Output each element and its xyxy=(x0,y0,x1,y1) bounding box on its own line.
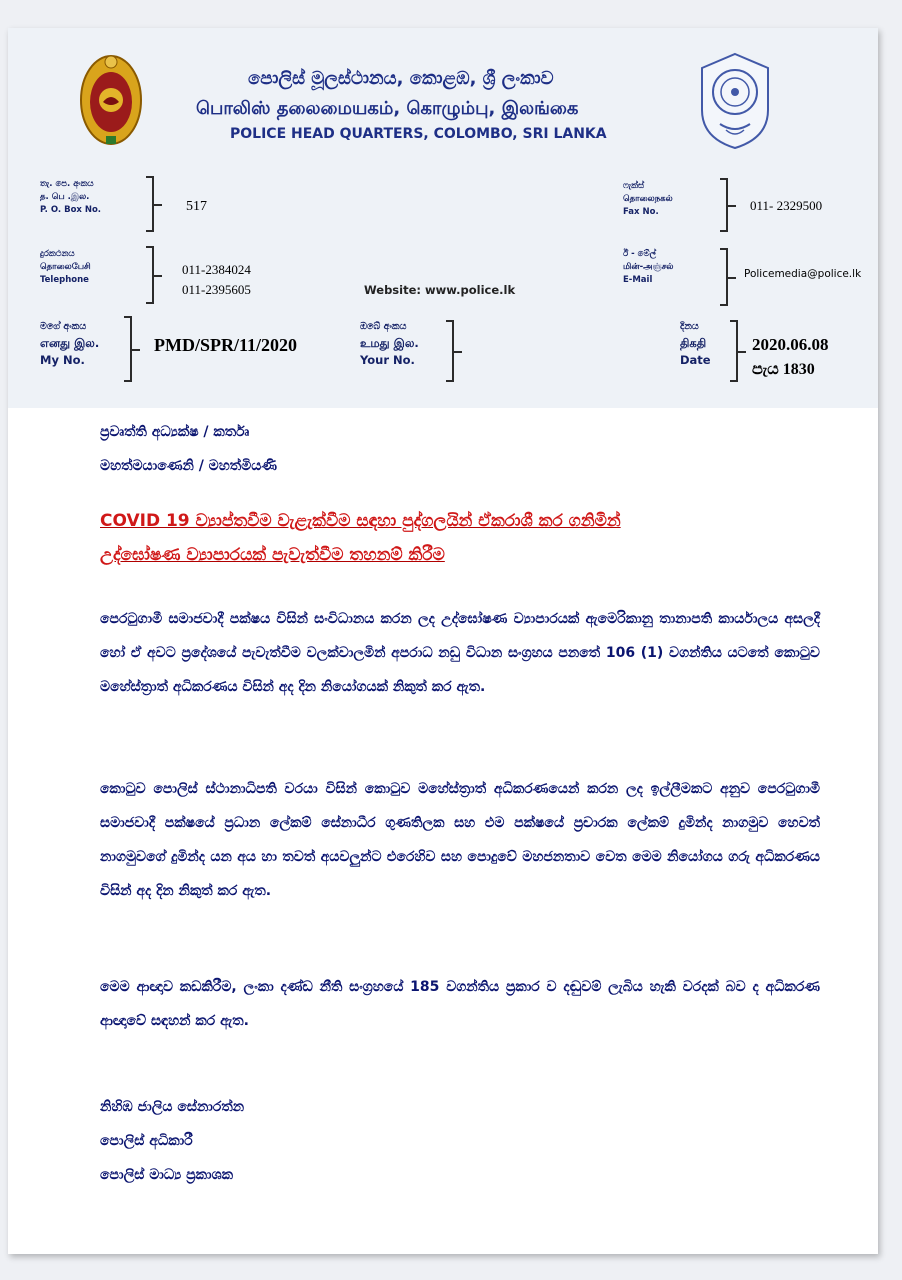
po-box-label-en: P. O. Box No. xyxy=(40,205,102,215)
date-time: පැය 1830 xyxy=(752,361,815,378)
telephone-label-si: දුරකථනය xyxy=(40,249,75,259)
document-page xyxy=(8,28,878,1254)
date-value: 2020.06.08 xyxy=(752,335,829,354)
fax-value: 011- 2329500 xyxy=(750,198,823,213)
my-no-label-ta: எனது இல. xyxy=(40,336,100,350)
my-no-label-en: My No. xyxy=(40,353,85,367)
website: Website: www.police.lk xyxy=(364,283,516,297)
signature-name: නිහිඹ ජාලිය සේනාරත්න xyxy=(100,1099,245,1115)
subject-line-2: උද්ඝෝෂණ ව්‍යාපාරයක් පැවැත්වීම තහනම් කිරීම xyxy=(100,545,445,565)
addressee-line-1: ප්‍රවෘත්ති අධ්‍යක්ෂ / කර්තෘ xyxy=(100,424,250,440)
subject xyxy=(100,504,820,572)
telephone-label-en: Telephone xyxy=(40,275,89,285)
fax-bracket xyxy=(720,178,728,232)
telephone-label-ta: தொலைபேசி xyxy=(40,262,91,272)
your-no-label-ta: உமது இல. xyxy=(360,336,419,350)
date-label-ta: திகதி xyxy=(680,336,707,350)
email-value: Policemedia@police.lk xyxy=(744,268,862,280)
addressee-line-2: මහත්මයාණෙනි / මහත්මියණි xyxy=(100,458,277,474)
date-label-si: දිනය xyxy=(680,321,699,332)
signature-block xyxy=(100,1090,244,1192)
paragraph-2: කොටුව පොලිස් ස්ථානාධිපති වරයා විසින් කොටුව මහේස්ත්‍රාත් අධිකරණයෙන් කරන ලද ඉල්ලීමකට අනුව පෙරටුගාමී සමාජවාදී පක්ෂයේ ප්‍රධාන ලේකම් සේනාධීර ගුණතිලක සහ එම පක්ෂයේ ප්‍රචාරක ලේකම් දුමින්ද නාගමුව හෙවත් නාගමුවගේ දුමින්ද යන අය හා තවත් අයවලුන්ට එරෙහිව සහ පොදුවේ මහජනතාව වෙත මෙම නියෝගය ගරු අධිකරණය විසින් අද දින නිකුත් කර ඇත. xyxy=(100,781,820,899)
my-no-label-si: මගේ අංකය xyxy=(40,321,87,332)
fax-label-en: Fax No. xyxy=(623,207,659,217)
po-box-label-ta: த. பெ .இல. xyxy=(40,192,90,202)
telephone-bracket xyxy=(146,246,154,304)
police-seal-icon xyxy=(696,50,774,152)
title-english: POLICE HEAD QUARTERS, COLOMBO, SRI LANKA xyxy=(230,126,607,142)
fax-label-ta: தொலைநகல் xyxy=(623,194,673,204)
telephone-value-1: 011-2384024 xyxy=(182,262,251,277)
fax-label-si: ෆැක්ස් xyxy=(623,181,645,191)
state-emblem-icon xyxy=(78,50,144,150)
email-label-si: ඊ - මේල් xyxy=(623,249,657,259)
email-label-en: E-Mail xyxy=(623,275,653,285)
paragraph-3: මෙම ආඥාව කඩකිරීම, ලංකා දණ්ඩ නීති සංග්‍රහයේ 185 වගන්තිය ප්‍රකාර ව දඬුවම් ලැබිය හැකි වරදක් බව ද අධිකරණ ආඥාවේ සඳහන් කර ඇත. xyxy=(100,979,820,1029)
po-box-bracket xyxy=(146,176,154,232)
date-label-en: Date xyxy=(680,353,711,367)
my-no-value: PMD/SPR/11/2020 xyxy=(154,335,297,355)
your-no-label-en: Your No. xyxy=(360,353,415,367)
letterhead xyxy=(8,28,878,408)
title-tamil: பொலிஸ் தலைமையகம், கொழும்பு, இலங்கை xyxy=(196,98,579,119)
your-no-bracket xyxy=(446,320,454,382)
title-sinhala: පොලිස් මූලස්ථානය, කොළඹ, ශ්‍රී ලංකාව xyxy=(248,68,554,89)
date-bracket xyxy=(730,320,738,382)
my-no-bracket xyxy=(124,316,132,382)
signature-title: පොලිස් මාධ්‍ය ප්‍රකාශක xyxy=(100,1167,233,1183)
email-bracket xyxy=(720,248,728,306)
po-box-value: 517 xyxy=(186,199,207,214)
signature-rank: පොලිස් අධිකාරී xyxy=(100,1133,193,1149)
telephone-value-2: 011-2395605 xyxy=(182,282,251,297)
your-no-label-si: ඔබේ අංකය xyxy=(360,321,407,332)
email-label-ta: மின்-அஞ்சல் xyxy=(623,262,674,272)
subject-line-1: COVID 19 ව්‍යාප්තවීම වැළැක්වීම සඳහා පුද්ගලයින් ඒකරාශී කර ගනිමින් xyxy=(100,511,621,531)
po-box-label-si: තැ. පෙ. අංකය xyxy=(40,179,94,189)
paragraph-1: පෙරටුගාමී සමාජවාදී පක්ෂය විසින් සංවිධානය කරන ලද උද්ඝෝෂණ ව්‍යාපාරයක් ඇමෙරිකානු තානාපති කාර්යාලය අසලදී හෝ ඒ අවට ප්‍රදේශයේ පැවැත්වීම වලක්වාලමින් අපරාධ නඩු විධාන සංග්‍රහය පනතේ 106 (1) වගන්තිය යටතේ කොටුව මහේස්ත්‍රාත් අධිකරණය විසින් අද දින නියෝගයක් නිකුත් කර ඇත. xyxy=(100,611,820,695)
